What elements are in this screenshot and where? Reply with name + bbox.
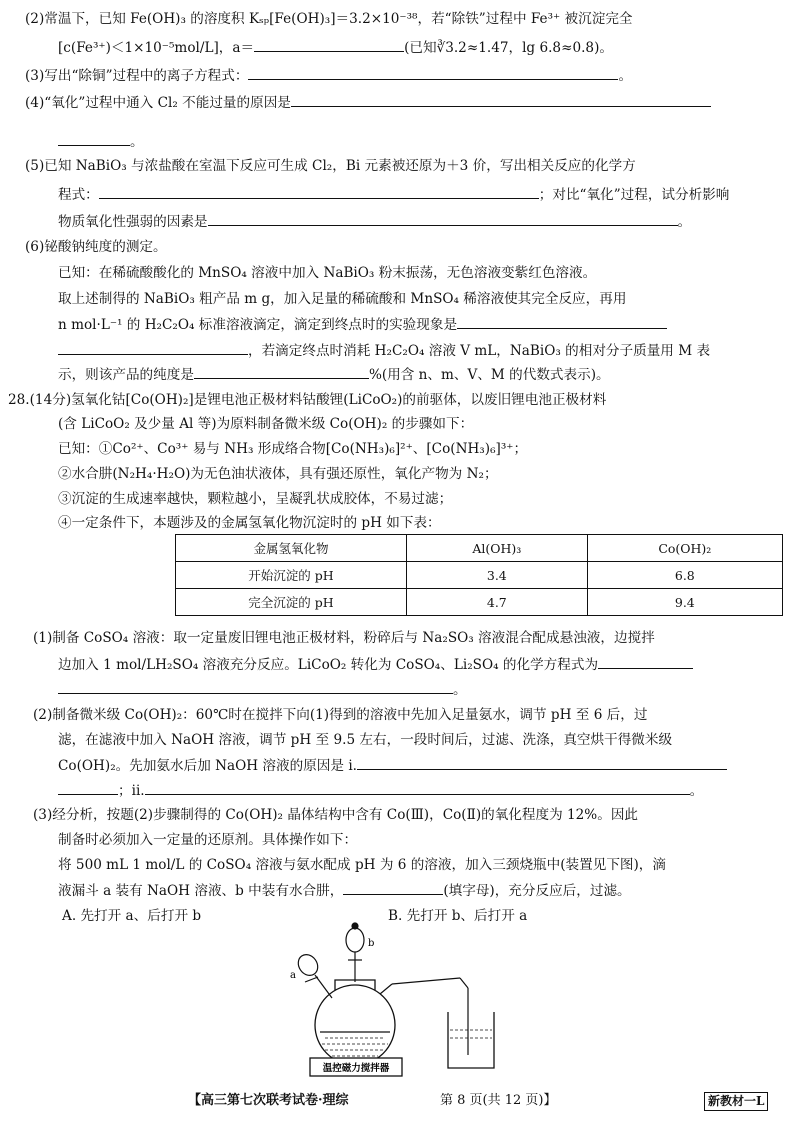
question-4: (4)“氧化”过程中通入 Cl₂ 不能过量的原因是 [25, 91, 782, 113]
answer-blank[interactable] [598, 653, 693, 669]
question-28-line-2: (含 LiCoO₂ 及少量 Al 等)为原料制备微米级 Co(OH)₂ 的步骤如下： [58, 416, 474, 432]
answer-blank[interactable] [248, 64, 618, 80]
table-cell: 开始沉淀的 pH [176, 562, 407, 589]
answer-blank[interactable] [58, 678, 453, 694]
answer-blank[interactable] [145, 779, 690, 795]
liquid-hatching [322, 1038, 388, 1056]
table-cell: 6.8 [587, 562, 782, 589]
option-a[interactable]: A. 先打开 a、后打开 b [62, 908, 202, 924]
label-a: a [290, 970, 296, 981]
step-1-line-2: 边加入 1 mol/LH₂SO₄ 溶液充分反应。LiCoO₂ 转化为 CoSO₄、Li₂SO₄ 的化学方程式为 [58, 653, 782, 675]
step-3-line-4: 液漏斗 a 装有 NaOH 溶液、b 中装有水合肼， (填字母)，充分反应后，过滤。 [58, 879, 782, 901]
table-cell: 4.7 [407, 589, 588, 616]
question-28-line-1: 28.(14分)氢氧化钴[Co(OH)₂]是锂电池正极材料钴酸锂(LiCoO₂)的前驱体，以废旧锂电池正极材料 [8, 392, 607, 408]
step-2-line-4: ；ii. 。 [58, 779, 782, 801]
step-2-line-2: 滤，在滤液中加入 NaOH 溶液，调节 pH 至 9.5 左右，一段时间后，过滤、洗涤，真空烘干得微米级 [58, 732, 673, 748]
answer-blank[interactable] [457, 313, 667, 329]
question-6-known: 已知：在稀硫酸酸化的 MnSO₄ 溶液中加入 NaBiO₃ 粉末振荡，无色溶液变紫红色溶液。 [58, 265, 597, 281]
question-5-line-2: 程式： ；对比“氧化”过程，试分析影响 [58, 183, 782, 205]
step-2-line-3: Co(OH)₂。先加氨水后加 NaOH 溶液的原因是 i. [58, 754, 782, 776]
footer-page-number: 第 8 页(共 12 页)】 [440, 1093, 557, 1108]
step-3-line-2: 制备时必须加入一定量的还原剂。具体操作如下： [58, 832, 358, 848]
step-2-line-1: (2)制备微米级 Co(OH)₂：60℃时在搅拌下向(1)得到的溶液中先加入足量氨水，调节 pH 至 6 后，过 [33, 707, 648, 723]
beaker [448, 1012, 494, 1068]
known-4: ④一定条件下，本题涉及的金属氢氧化物沉淀时的 pH 如下表： [58, 515, 441, 531]
table-row [176, 562, 783, 589]
question-2-line-2: [c(Fe³⁺)＜1×10⁻⁵mol/L]，a＝ (已知∛3.2≈1.47，lg 6.8≈0.8)。 [58, 36, 782, 58]
label-b: b [368, 938, 375, 949]
footer-title: 【高三第七次联考试卷·理综 [188, 1093, 362, 1108]
question-6-line-1: 取上述制得的 NaBiO₃ 粗产品 m g，加入足量的稀硫酸和 MnSO₄ 稀溶液使其完全反应，再用 [58, 291, 627, 307]
table-row [176, 535, 783, 562]
step-1-line-3: 。 [58, 678, 782, 700]
option-b[interactable]: B. 先打开 b、后打开 a [388, 908, 528, 924]
known-2: ②水合肼(N₂H₄·H₂O)为无色油状液体，具有强还原性，氧化产物为 N₂； [58, 466, 498, 482]
question-2-line-1: (2)常温下，已知 Fe(OH)₃ 的溶度积 Kₛₚ[Fe(OH)₃]＝3.2×10⁻³⁸，若“除铁”过程中 Fe³⁺ 被沉淀完全 [25, 11, 633, 27]
answer-blank[interactable] [291, 91, 711, 107]
three-neck-flask-apparatus [280, 920, 510, 1080]
answer-blank[interactable] [99, 183, 539, 199]
edition-tag: 新教材一L [704, 1092, 768, 1111]
known-3: ③沉淀的生成速率越快，颗粒越小，呈凝乳状成胶体，不易过滤； [58, 491, 453, 507]
dropping-funnel-b [346, 923, 364, 982]
dropping-funnel-a [294, 951, 332, 998]
step-1-line-1: (1)制备 CoSO₄ 溶液：取一定量废旧锂电池正极材料，粉碎后与 Na₂SO₃ 溶液混合配成悬浊液，边搅拌 [33, 630, 655, 646]
page-footer [0, 1090, 800, 1112]
table-header-cell: 金属氢氧化物 [176, 535, 407, 562]
question-6-line-4: 示，则该产品的纯度是 %(用含 n、m、V、M 的代数式表示)。 [58, 363, 782, 385]
answer-blank[interactable] [357, 754, 727, 770]
delivery-tube [380, 978, 468, 1055]
answer-blank[interactable] [58, 779, 118, 795]
answer-blank[interactable] [343, 879, 443, 895]
question-6-title: (6)铋酸钠纯度的测定。 [25, 239, 167, 255]
flask [315, 980, 395, 1065]
question-6-line-3: ，若滴定终点时消耗 H₂C₂O₄ 溶液 V mL，NaBiO₃ 的相对分子质量用 M 表 [58, 339, 782, 361]
answer-blank[interactable] [194, 363, 369, 379]
table-header-cell: Co(OH)₂ [587, 535, 782, 562]
table-cell: 3.4 [407, 562, 588, 589]
known-1: 已知：①Co²⁺、Co³⁺ 易与 NH₃ 形成络合物[Co(NH₃)₆]²⁺、[Co(NH₃)₆]³⁺； [58, 441, 528, 457]
ph-table [175, 534, 783, 616]
step-3-line-3: 将 500 mL 1 mol/L 的 CoSO₄ 溶液与氨水配成 pH 为 6 的溶液，加入三颈烧瓶中(装置见下图)，滴 [58, 857, 666, 873]
table-row [176, 589, 783, 616]
table-cell: 9.4 [587, 589, 782, 616]
question-4-continued: 。 [58, 130, 782, 152]
question-5-line-1: (5)已知 NaBiO₃ 与浓盐酸在室温下反应可生成 Cl₂，Bi 元素被还原为＋3 价，写出相关反应的化学方 [25, 158, 636, 174]
answer-blank[interactable] [58, 130, 130, 146]
question-5-line-3: 物质氧化性强弱的因素是 。 [58, 210, 782, 232]
question-6-line-2: n mol·L⁻¹ 的 H₂C₂O₄ 标准溶液滴定，滴定到终点时的实验现象是 [58, 313, 782, 335]
answer-blank[interactable] [58, 339, 248, 355]
answer-blank[interactable] [208, 210, 678, 226]
table-cell: 完全沉淀的 pH [176, 589, 407, 616]
stirrer-label: 温控磁力搅拌器 [322, 1063, 390, 1074]
question-3: (3)写出“除铜”过程中的离子方程式： 。 [25, 64, 782, 86]
answer-blank[interactable] [254, 36, 404, 52]
table-header-cell: Al(OH)₃ [407, 535, 588, 562]
step-3-line-1: (3)经分析，按题(2)步骤制得的 Co(OH)₂ 晶体结构中含有 Co(Ⅲ)，Co(Ⅱ)的氧化程度为 12%。因此 [33, 807, 639, 823]
